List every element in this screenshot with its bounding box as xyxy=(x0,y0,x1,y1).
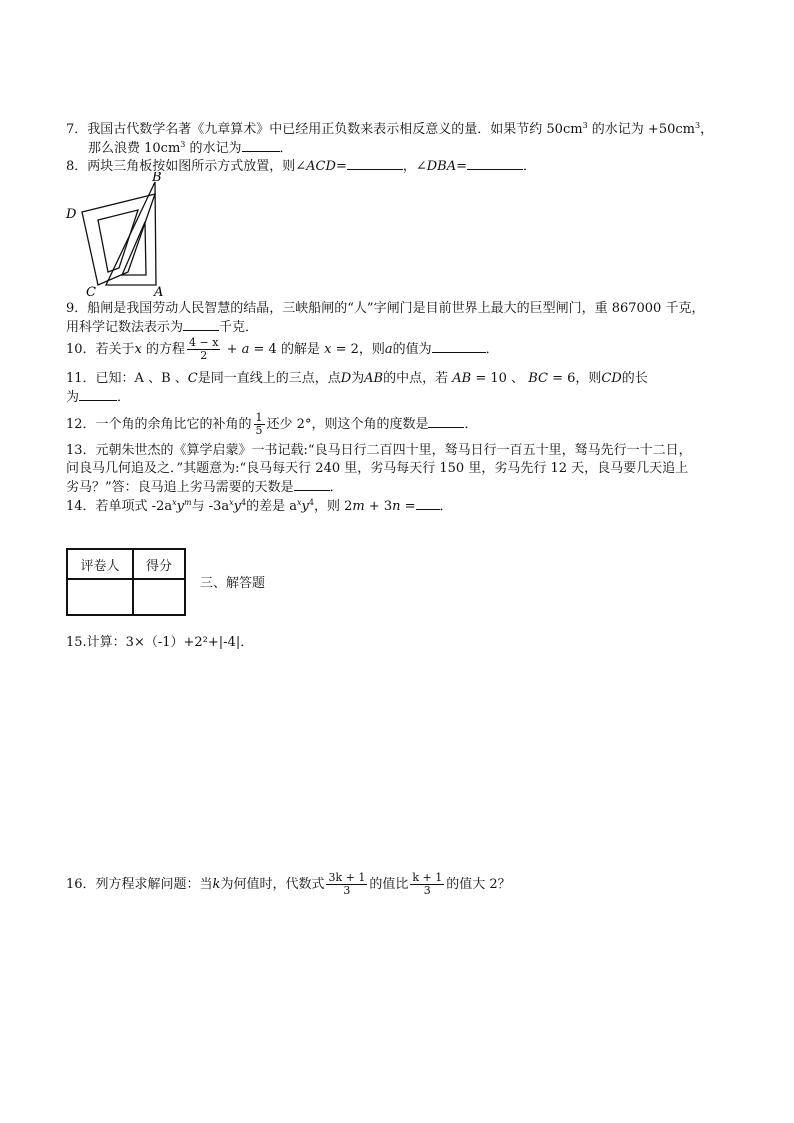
q12-text: 12．一个角的余角比它的补角的 xyxy=(66,417,252,432)
question-9 xyxy=(66,300,704,317)
q16-fraction-1-num: 3k + 1 xyxy=(328,871,366,884)
score-table-header-score: 得分 xyxy=(133,549,185,579)
q14-exp-2: x xyxy=(229,498,234,507)
q14-text-3: 的差是 a xyxy=(246,499,297,514)
q14-plus: + 3 xyxy=(364,499,393,514)
q11-answer-blank[interactable] xyxy=(79,388,117,401)
label-d: D xyxy=(66,207,77,222)
q16-var-k: k xyxy=(212,877,221,892)
q10-var-a: a xyxy=(384,342,393,357)
q7-sup: 3 xyxy=(582,121,588,130)
q14-var-y-3: y xyxy=(301,499,309,514)
q9-text-3: 千克． xyxy=(219,320,259,335)
question-7-line-2 xyxy=(88,139,293,157)
q7-text-3: 的水记为 xyxy=(185,141,242,156)
q14-eq: = xyxy=(400,499,416,514)
question-14 xyxy=(66,497,453,515)
q10-text-4: = 2，则 xyxy=(331,342,385,357)
q14-period: ． xyxy=(439,499,453,514)
q10-text: 10．若关于 xyxy=(66,342,135,357)
q8-text-mid: ，∠ xyxy=(402,159,427,174)
q8-eq: = xyxy=(335,159,347,174)
q7-text-mid: 的水记为 +50cm xyxy=(587,122,695,137)
q10-text-3: = 4 的解是 xyxy=(249,342,325,357)
q14-answer-blank[interactable] xyxy=(416,497,440,510)
q8-angle-acd: ACD xyxy=(306,159,336,174)
triangle-rulers-figure xyxy=(64,172,174,298)
q11-text-3: 为 xyxy=(351,371,365,386)
q10-answer-blank[interactable] xyxy=(432,340,486,353)
set-square-outer xyxy=(82,194,155,285)
q8-eq: = xyxy=(456,159,468,174)
q14-var-m: m xyxy=(352,499,365,514)
question-13-line-3 xyxy=(66,478,343,496)
q7-comma: ， xyxy=(700,122,714,137)
q14-var-y: y xyxy=(176,499,184,514)
q10-fraction xyxy=(187,337,220,362)
q11-segment-bc: BC xyxy=(528,371,548,386)
q12-period: ． xyxy=(464,417,478,432)
q16-fraction-1 xyxy=(326,872,367,897)
q11-text-2: 是同一直线上的三点，点 xyxy=(197,371,341,386)
question-16 xyxy=(66,872,511,897)
q11-text-5: = 10 、 xyxy=(471,371,529,386)
q13-text-3: 劣马？”答：良马追上劣马需要的天数是 xyxy=(66,480,294,495)
q13-period: ． xyxy=(329,480,343,495)
q8-answer-blank-2[interactable] xyxy=(467,157,523,170)
q13-text-2: 问良马几何追及之．”其题意为:“良马每天行 240 里，劣马每天行 150 里，劣马先行 12 天，良马要几天追上 xyxy=(66,461,689,476)
q16-text-3: 的值比 xyxy=(369,877,409,892)
q14-text-2: 与 -3a xyxy=(191,499,230,514)
q11-text: 11．已知：A 、B 、 xyxy=(66,371,188,386)
label-a: A xyxy=(154,285,164,298)
q14-text: 14．若单项式 -2a xyxy=(66,499,173,514)
label-b: B xyxy=(152,172,162,185)
question-9-line-2 xyxy=(66,318,258,336)
label-c: C xyxy=(86,285,96,298)
q10-var-x: x xyxy=(134,342,142,357)
q7-answer-blank[interactable] xyxy=(242,139,280,152)
q8-answer-blank-1[interactable] xyxy=(347,157,403,170)
q7-text-2: 那么浪费 10cm xyxy=(88,141,181,156)
q11-segment-ab: AB xyxy=(364,371,384,386)
q10-fraction-num: 4 − x xyxy=(189,336,219,349)
q14-exp-3: x xyxy=(296,498,302,507)
q14-var-y-2: y xyxy=(233,499,241,514)
set-square-inner xyxy=(98,210,138,272)
q8-text: 8．两块三角板按如图所示方式放置，则∠ xyxy=(66,159,307,174)
q16-text-4: 的值大 2？ xyxy=(446,877,511,892)
q14-exp: x xyxy=(172,498,177,507)
section-title: 三、解答题 xyxy=(200,576,266,591)
question-11 xyxy=(66,370,648,387)
q12-fraction-num: 1 xyxy=(255,411,263,424)
q12-fraction-den: 5 xyxy=(255,424,263,437)
q10-text-2: 的方程 xyxy=(141,342,186,357)
q12-fraction xyxy=(254,412,265,437)
q11-text-7: 的长 xyxy=(621,371,648,386)
q10-text-5: 的值为 xyxy=(392,342,432,357)
q12-answer-blank[interactable] xyxy=(428,415,464,428)
q10-plus: + xyxy=(222,342,242,357)
q7-text: 7．我国古代数学名著《九章算术》中已经用正负数来表示相反意义的量．如果节约 50cm xyxy=(66,122,583,137)
score-table xyxy=(66,548,186,616)
q11-segment-ab: AB xyxy=(452,371,472,386)
q7-sup: 3 xyxy=(180,140,186,149)
q7-period: ． xyxy=(279,141,293,156)
q14-exp-4: 4 xyxy=(240,498,247,507)
question-7 xyxy=(66,121,713,138)
q13-answer-blank[interactable] xyxy=(294,478,330,491)
q9-answer-blank[interactable] xyxy=(183,318,219,331)
score-table-cell-score[interactable] xyxy=(133,579,185,615)
question-12 xyxy=(66,412,477,437)
q14-var-n: n xyxy=(392,499,401,514)
q13-text: 13．元朝朱世杰的《算学启蒙》一书记载:“良马日行二百四十里，驽马日行一百五十里，驽马先行一十二日， xyxy=(66,443,692,458)
q16-text: 16．列方程求解问题：当 xyxy=(66,877,213,892)
question-13 xyxy=(66,442,692,459)
q14-text-4: ，则 2 xyxy=(313,499,353,514)
q10-var-x: x xyxy=(324,342,332,357)
q11-text-6: = 6，则 xyxy=(547,371,602,386)
q11-text-8: 为 xyxy=(66,390,80,405)
q7-sup: 3 xyxy=(694,121,701,130)
q11-text-4: 的中点，若 xyxy=(383,371,453,386)
q8-period: ． xyxy=(523,159,537,174)
q8-angle-dba: DBA xyxy=(426,159,457,174)
q16-fraction-2 xyxy=(410,872,444,897)
score-table-cell-grader[interactable] xyxy=(67,579,133,615)
q10-var-a: a xyxy=(241,342,250,357)
q10-fraction-den: 2 xyxy=(200,349,208,362)
score-table-header-grader: 评卷人 xyxy=(67,549,133,579)
q16-text-2: 为何值时，代数式 xyxy=(220,877,325,892)
question-10 xyxy=(66,337,499,362)
q11-segment-cd: CD xyxy=(601,371,622,386)
q11-point-c: C xyxy=(187,371,198,386)
q12-text-2: 还少 2°，则这个角的度数是 xyxy=(266,417,429,432)
q16-fraction-1-den: 3 xyxy=(343,884,351,897)
question-11-line-2 xyxy=(66,388,130,406)
q14-exp-m: m xyxy=(183,498,192,507)
q14-exp-4b: 4 xyxy=(308,498,314,507)
q9-text-2: 用科学记数法表示为 xyxy=(66,320,184,335)
q10-period: ． xyxy=(485,342,499,357)
q11-point-d: D xyxy=(340,371,352,386)
q16-fraction-2-den: 3 xyxy=(423,884,431,897)
q11-period: ． xyxy=(117,390,131,405)
question-13-line-2 xyxy=(66,460,688,477)
q9-text: 9．船闸是我国劳动人民智慧的结晶，三峡船闸的“人”字闸门是目前世界上最大的巨型闸门，重 867000 千克， xyxy=(66,301,705,316)
q16-fraction-2-num: k + 1 xyxy=(412,871,443,884)
question-15: 15.计算：3×（-1）+2²+|-4|． xyxy=(66,635,254,650)
